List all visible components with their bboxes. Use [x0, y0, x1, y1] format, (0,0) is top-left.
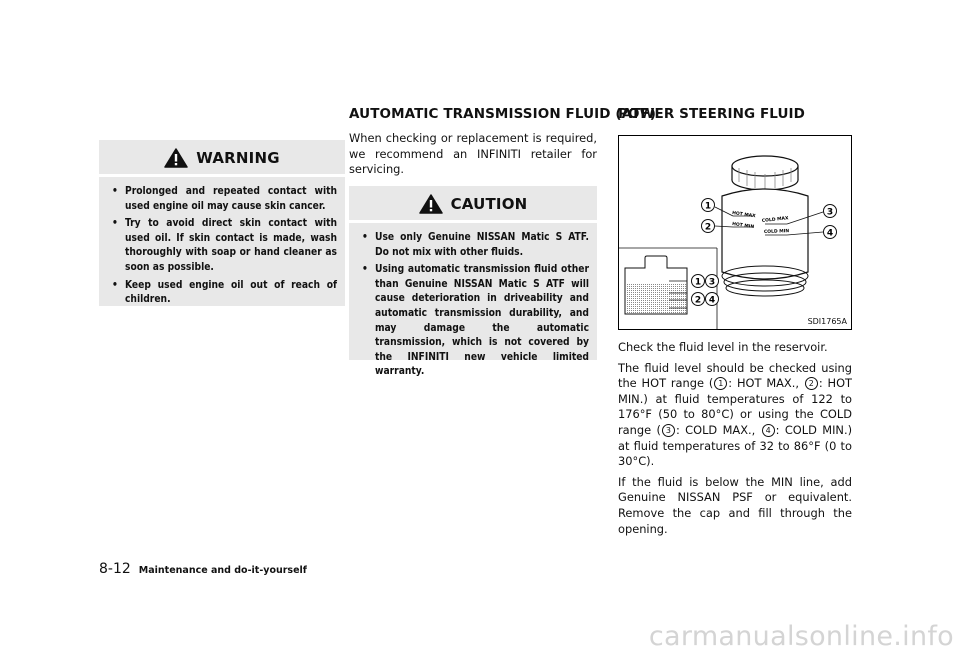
- inline-callout-4: 4: [762, 424, 775, 437]
- callout-4: 4: [826, 228, 834, 239]
- atf-heading: AUTOMATIC TRANSMISSION FLUID (ATF): [349, 106, 657, 122]
- warning-box: [99, 140, 345, 306]
- psf-paragraph-2: [618, 361, 852, 470]
- caution-item: • Using automatic transmission fluid other than Genuine NISSAN Matic S ATF will cause deterioration in driveability and automatic transmission durability, and may damage the automatic transmission, which is not covered by the INFINITI new vehicle limited warranty.: [359, 263, 589, 380]
- inset-callout-3: 3: [708, 277, 716, 288]
- caution-item: • Use only Genuine NISSAN Matic S ATF. Do not mix with other fluids.: [359, 231, 589, 260]
- atf-intro: When checking or replacement is required, we recommend an INFINITI retailer for servicing.: [349, 131, 597, 177]
- text-span: The fluid level should be checked using the HOT range (: [618, 360, 852, 391]
- warning-title: WARNING: [196, 149, 280, 167]
- psf-heading: POWER STEERING FLUID: [618, 106, 805, 122]
- inline-callout-3: 3: [662, 424, 675, 437]
- hot-max-label: HOT MAX: [731, 211, 756, 220]
- warning-item: • Try to avoid direct skin contact with used oil. If skin contact is made, wash thoroughly with soap or hand cleaner as soon as possible.: [109, 217, 337, 275]
- warning-item: • Keep used engine oil out of reach of children.: [109, 279, 337, 308]
- section-title: Maintenance and do-it-yourself: [138, 565, 307, 576]
- caution-divider: [349, 220, 597, 223]
- warning-triangle-icon: [164, 148, 188, 168]
- inset-callout-1: 1: [694, 277, 702, 288]
- watermark: carmanualsonline.info: [648, 621, 954, 652]
- callout-3: 3: [826, 207, 834, 218]
- warning-triangle-icon: [419, 194, 443, 214]
- cold-min-label: COLD MIN: [763, 229, 790, 235]
- hot-min-label: HOT MIN: [731, 222, 755, 231]
- page-number: 8-12: [99, 561, 131, 577]
- warning-header: [99, 148, 345, 168]
- inline-callout-2: 2: [805, 377, 818, 390]
- psf-paragraph-1: Check the fluid level in the reservoir.: [618, 340, 828, 354]
- callout-1: 1: [704, 201, 712, 212]
- text-span: : HOT MIN.) at fluid temperatures of 122 to 176°F (50 to 80°C) or using the COLD range (: [618, 376, 853, 437]
- text-span: : COLD MAX.,: [675, 422, 761, 437]
- inline-callout-1: 1: [714, 377, 727, 390]
- callout-2: 2: [704, 222, 712, 233]
- reservoir-figure: [618, 135, 852, 330]
- reservoir-illustration: [619, 136, 851, 329]
- caution-title: CAUTION: [450, 195, 528, 213]
- page-footer: [99, 561, 307, 577]
- figure-code: SDI1765A: [807, 317, 847, 326]
- inset-callout-2: 2: [694, 295, 702, 306]
- atf-intro-block: [349, 131, 597, 183]
- text-span: : HOT MAX.,: [728, 376, 804, 391]
- psf-text-block: [618, 340, 852, 542]
- warning-divider: [99, 174, 345, 177]
- cold-max-label: COLD MAX: [761, 216, 789, 224]
- warning-list: [99, 185, 345, 308]
- caution-box: [349, 186, 597, 378]
- psf-paragraph-3: If the fluid is below the MIN line, add Genuine NISSAN PSF or equivalent. Remove the cap and fill through the opening.: [618, 474, 852, 536]
- inset-callout-4: 4: [708, 295, 716, 306]
- caution-header: [349, 194, 597, 214]
- caution-list: [349, 231, 597, 380]
- text-span: : COLD MIN.) at fluid temperatures of 32 to 86°F (0 to 30°C).: [618, 422, 853, 469]
- warning-item: • Prolonged and repeated contact with used engine oil may cause skin cancer.: [109, 185, 337, 214]
